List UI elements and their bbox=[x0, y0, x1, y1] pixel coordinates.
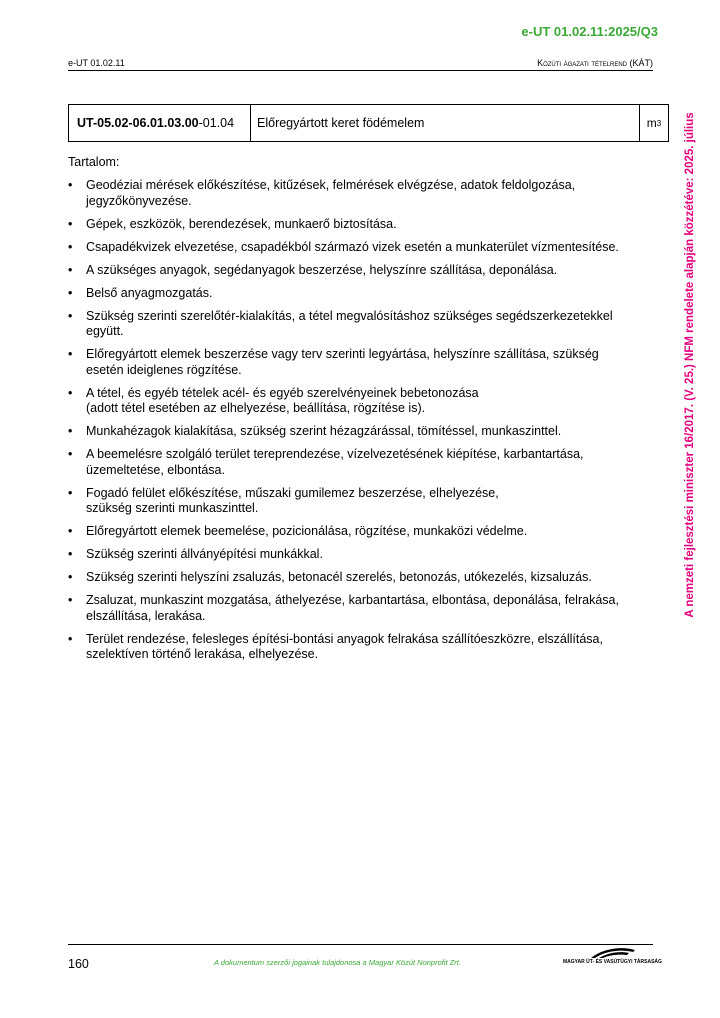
list-item: • Szükség szerinti állványépítési munkákkal. bbox=[68, 547, 628, 563]
item-table bbox=[68, 104, 669, 142]
header-left-code: e-UT 01.02.11 bbox=[68, 58, 125, 68]
page-number: 160 bbox=[68, 957, 89, 971]
item-code-cell bbox=[69, 105, 251, 141]
header-right-title: Közúti ágazati tételrend (KÁT) bbox=[537, 58, 653, 68]
item-name-cell: Előregyártott keret födémelem bbox=[251, 105, 640, 141]
item-unit-base: m bbox=[646, 116, 657, 130]
list-item: • Előregyártott elemek beemelése, pozicionálása, rögzítése, munkaközi védelme. bbox=[68, 524, 628, 540]
content-label: Tartalom: bbox=[68, 155, 120, 169]
footer-divider bbox=[68, 944, 653, 945]
list-item: • A beemelésre szolgáló terület tereprendezése, vízelvezetésének kiépítése, karbantartása, üzemeltetése, elbontása. bbox=[68, 447, 628, 478]
list-item: • Munkahézagok kialakítása, szükség szerint hézagzárással, tömítéssel, munkaszinttel. bbox=[68, 424, 628, 440]
copyright-notice: A dokumentum szerzői jogainak tulajdonosa a Magyar Közút Nonprofit Zrt. bbox=[214, 958, 461, 967]
side-note-text: A nemzeti fejlesztési miniszter 16/2017. (V. 25.) NFM rendelete alapján közzétéve: 2025. július bbox=[684, 112, 696, 618]
list-item: • A tétel, és egyéb tételek acél- és egyéb szerelvényeinek bebetonozása (adott tétel esetében az elhelyezése, beállítása, rögzítése is). bbox=[68, 386, 628, 417]
logo-text: MAGYAR ÚT- ÉS VASÚTÜGYI TÁRSASÁG bbox=[563, 959, 662, 965]
document-code: e-UT 01.02.11:2025/Q3 bbox=[521, 24, 658, 39]
list-item: • Szükség szerinti helyszíni zsaluzás, betonacél szerelés, betonozás, utókezelés, kizsaluzás. bbox=[68, 570, 628, 586]
item-unit-cell bbox=[640, 105, 668, 141]
list-item: • Zsaluzat, munkaszint mozgatása, áthelyezése, karbantartása, elbontása, deponálása, felrakása, elszállítása, lerakása. bbox=[68, 593, 628, 624]
content-list bbox=[68, 178, 628, 670]
list-item: • Előregyártott elemek beszerzése vagy terv szerinti legyártása, helyszínre szállítása, szükség esetén ideiglenes rögzítése. bbox=[68, 347, 628, 378]
item-code-suffix: -01.04 bbox=[198, 116, 235, 130]
header-divider bbox=[68, 70, 653, 71]
list-item: • Geodéziai mérések előkészítése, kitűzések, felmérések elvégzése, adatok feldolgozása, jegyzőkönyvezése. bbox=[68, 178, 628, 209]
item-unit-exponent: 3 bbox=[656, 118, 662, 128]
list-item: • Csapadékvizek elvezetése, csapadékból származó vizek esetén a munkaterület vízmentesítése. bbox=[68, 240, 628, 256]
list-item: • Szükség szerinti szerelőtér-kialakítás, a tétel megvalósításhoz szükséges segédszerkezetekkel együtt. bbox=[68, 309, 628, 340]
road-logo-icon bbox=[563, 946, 655, 970]
list-item: • Fogadó felület előkészítése, műszaki gumilemez beszerzése, elhelyezése, szükség szerinti munkaszinttel. bbox=[68, 486, 628, 517]
list-item: • A szükséges anyagok, segédanyagok beszerzése, helyszínre szállítása, deponálása. bbox=[68, 263, 628, 279]
list-item: • Terület rendezése, felesleges építési-bontási anyagok felrakása szállítóeszközre, elszállítása, szelektíven történő lerakása, elhelyezése. bbox=[68, 632, 628, 663]
item-code-main: UT-05.02-06.01.03.00 bbox=[77, 116, 199, 130]
list-item: • Gépek, eszközök, berendezések, munkaerő biztosítása. bbox=[68, 217, 628, 233]
list-item: • Belső anyagmozgatás. bbox=[68, 286, 628, 302]
